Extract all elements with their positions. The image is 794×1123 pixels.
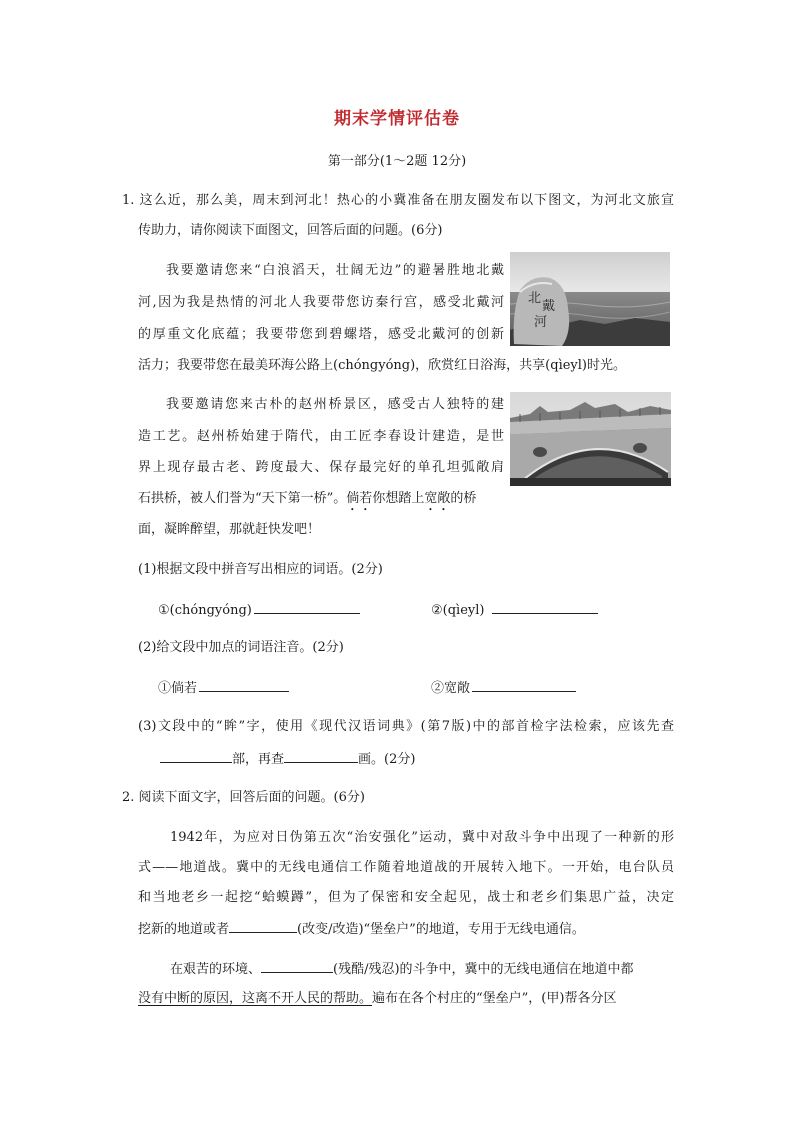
- q1-stem-line1: 1. 这么近，那么美，周末到河北！热心的小冀准备在朋友圈发布以下图文，为河北文旅宣: [122, 193, 674, 208]
- sub3-part2: 画。(2分): [358, 752, 416, 767]
- q2-stem: 2. 阅读下面文字，回答后面的问题。(6分): [122, 790, 365, 805]
- stone-glyph-2: 戴: [542, 299, 556, 314]
- dotted-word-tangruo: 倘若: [346, 491, 373, 506]
- q1-sub1: (1)根据文段中拼音写出相应的词语。(2分): [138, 562, 383, 577]
- q1-sub3-line2: [160, 749, 415, 769]
- sub2-b-label: ②宽敞: [431, 681, 471, 696]
- q2-p2-line1: [170, 959, 634, 979]
- answer-blank-2[interactable]: [492, 600, 598, 614]
- q2-p2-line2: [138, 990, 616, 1008]
- q2-p1-line1: 1942年，为应对日伪第五次“治安强化”运动，冀中对敌斗争中出现了一种新的形: [170, 830, 674, 845]
- para2-text-a: 石拱桥，被人们誉为“天下第一桥”。: [138, 491, 347, 506]
- para2-text-c: 的桥: [450, 491, 477, 506]
- page-title: 期末学情评估卷: [334, 109, 460, 129]
- q1-para1-line4: 活力；我要带您在最美环海公路上(chóngyóng)，欣赏红日浴海，共享(qìeyl)时光。: [138, 358, 627, 373]
- q1-sub2-item-a: [158, 678, 289, 698]
- zhaozhou-bridge-photo: [510, 392, 671, 486]
- q1-para1-line2: 河,因为我是热情的河北人我要带您访秦行宫，感受北戴河: [138, 295, 504, 310]
- sub1-a-label: ①(chóngyóng): [158, 603, 252, 618]
- stone-glyph-1: 北: [528, 291, 542, 306]
- q2-p1-line3: 和当地老乡一起挖“蛤蟆蹲”，但为了保密和安全起见，战士和老乡们集思广益，决定: [138, 890, 674, 905]
- q2-p2-line2-rest: 遍布在各个村庄的“堡垒户”，(甲)帮各分区: [372, 991, 617, 1006]
- q1-sub2-item-b: [431, 678, 576, 698]
- q1-para1-line3: 的厚重文化底蕴；我要带您到碧螺塔，感受北戴河的创新: [138, 327, 504, 342]
- answer-blank-7[interactable]: [229, 919, 297, 933]
- q1-para2-line5: 面，凝眸醉望，那就赶快发吧！: [138, 522, 321, 537]
- q1-stem-line2: 传助力，请你阅读下面图文，回答后面的问题。(6分): [138, 223, 443, 238]
- sub2-a-label: ①倘若: [158, 681, 198, 696]
- q2-p1-last-a: 挖新的地道或者: [138, 922, 230, 937]
- para2-text-b: 你想踏上: [372, 491, 425, 506]
- dotted-word-kuanchang: 宽敞: [424, 491, 451, 506]
- q1-para2-line4: [138, 490, 476, 514]
- answer-blank-4[interactable]: [472, 678, 576, 692]
- q1-para1-line1: 我要邀请您来“白浪滔天，壮阔无边”的避暑胜地北戴: [166, 263, 504, 278]
- q1-sub3-line1: (3)文段中的“眸”字，使用《现代汉语词典》(第7版)中的部首检字法检索，应该先查: [138, 719, 674, 734]
- q2-p1-line4: [138, 919, 585, 939]
- beidaihe-photo: [510, 252, 670, 346]
- q1-para2-line1: 我要邀请您来古朴的赵州桥景区，感受古人独特的建: [166, 397, 504, 412]
- q1-sub2: (2)给文段中加点的词语注音。(2分): [138, 640, 344, 655]
- answer-blank-6[interactable]: [284, 749, 358, 763]
- q1-sub1-item-b: [431, 600, 598, 620]
- q1-sub1-item-a: [158, 600, 360, 620]
- q2-p2-a: 在艰苦的环境、: [170, 962, 262, 977]
- answer-blank-5[interactable]: [160, 749, 232, 763]
- q2-p1-last-b: (改变/改造)“堡垒户”的地道，专用于无线电通信。: [297, 922, 585, 937]
- q1-para2-line3: 界上现存最古老、跨度最大、保存最完好的单孔坦弧敞肩: [138, 460, 504, 475]
- answer-blank-8[interactable]: [261, 959, 333, 973]
- q2-p2-b: (残酷/残忍)的斗争中，冀中的无线电通信在地道中都: [333, 962, 634, 977]
- q1-para2-line2: 造工艺。赵州桥始建于隋代，由工匠李春设计建造，是世: [138, 429, 504, 444]
- answer-blank-1[interactable]: [254, 600, 360, 614]
- underlined-sentence: 没有中断的原因，这离不开人民的帮助。: [138, 991, 373, 1006]
- stone-glyph-3: 河: [534, 315, 548, 330]
- answer-blank-3[interactable]: [199, 678, 289, 692]
- section-title: 第一部分(1～2题 12分): [327, 154, 467, 169]
- sub1-b-label: ②(qìeyl): [431, 603, 485, 618]
- sub3-part1: 部，再查: [232, 752, 285, 767]
- q2-p1-line2: 式——地道战。冀中的无线电通信工作随着地道战的开展转入地下。一开始，电台队员: [138, 860, 674, 875]
